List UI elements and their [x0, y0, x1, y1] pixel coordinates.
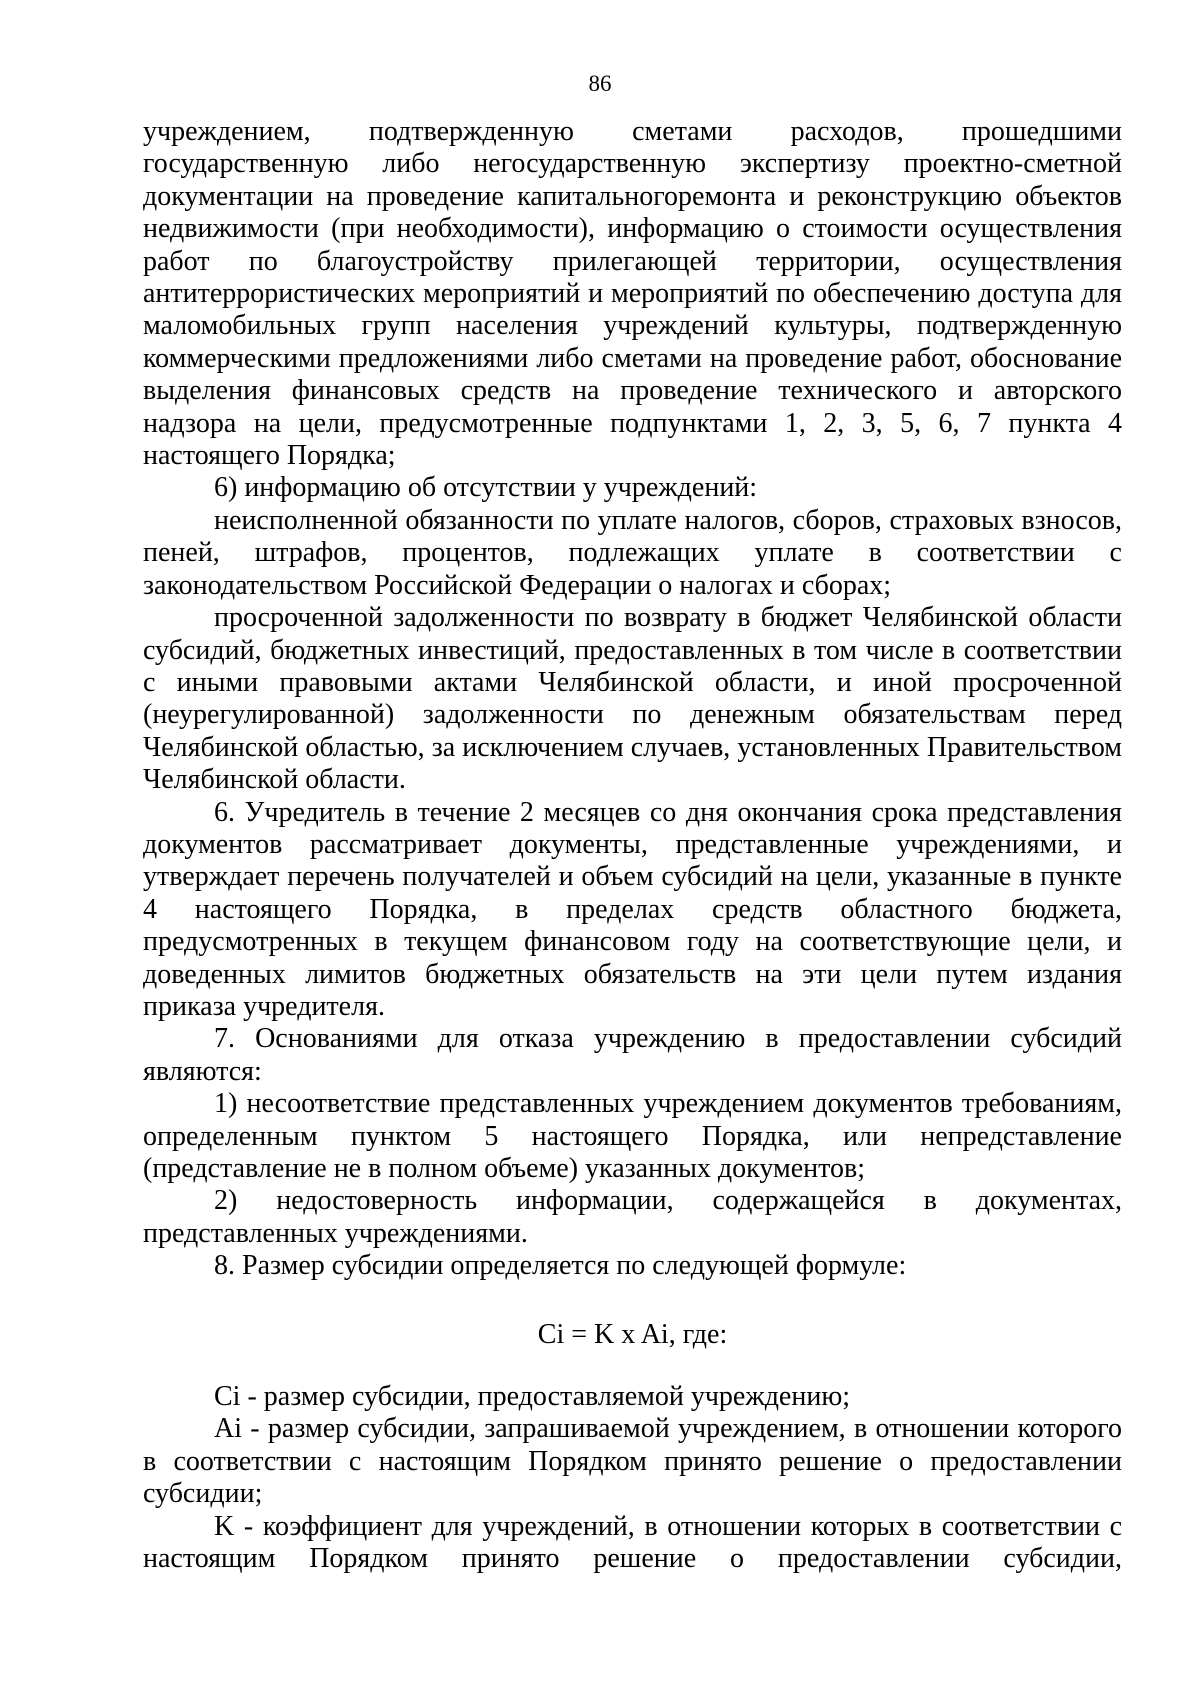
paragraph-overdue-debt: просроченной задолженности по возврату в бюджет Челябинской области субсидий, бюджетных инвестиций, предоставленных в том числе в соответствии с иными правовыми актами Челябинской области, и иной просроченной (неурегулированной) задолженности по денежным обязательствам перед Челябинской областью, за исключением случаев, установленных Правительством Челябинской области.	[143, 602, 1122, 796]
paragraph-clause-8: 8. Размер субсидии определяется по следующей формуле:	[214, 1250, 907, 1282]
page-number: 86	[588, 71, 612, 96]
paragraph-clause-7: 7. Основаниями для отказа учреждению в предоставлении субсидий являются:	[143, 1023, 1122, 1087]
document-body	[143, 116, 1122, 1575]
definition-ci: Ci - размер субсидии, предоставляемой учреждению;	[214, 1381, 851, 1413]
paragraph-tax-obligations: неисполненной обязанности по уплате налогов, сборов, страховых взносов, пеней, штрафов, процентов, подлежащих уплате в соответствии с законодательством Российской Федерации о налогах и сборах;	[143, 504, 1122, 601]
paragraph-continuation: учреждением, подтвержденную сметами расходов, прошедшими государственную либо негосударственную экспертизу проектно-сметной документации на проведение капитальногоремонта и реконструкцию объектов недвижимости (при необходимости), информацию о стоимости осуществления работ по благоустройству прилегающей территории, осуществления антитеррористических мероприятий и мероприятий по обеспечению доступа для маломобильных групп населения учреждений культуры, подтвержденную коммерческими предложениями либо сметами на проведение работ, обоснование выделения финансовых средств на проведение технического и авторского надзора на цели, предусмотренные подпунктами 1, 2, 3, 5, 6, 7 пункта 4 настоящего Порядка;	[143, 116, 1122, 472]
definition-ai: Ai - размер субсидии, запрашиваемой учреждением, в отношении которого в соответствии с настоящим Порядком принято решение о предоставлении субсидии;	[143, 1413, 1122, 1510]
paragraph-refusal-reason-1: 1) несоответствие представленных учреждением документов требованиям, определенным пунктом 5 настоящего Порядка, или непредставление (представление не в полном объеме) указанных документов;	[143, 1088, 1122, 1184]
paragraph-item-6-info: 6) информацию об отсутствии у учреждений:	[214, 472, 758, 504]
paragraph-refusal-reason-2: 2) недостоверность информации, содержащейся в документах, представленных учреждениями.	[143, 1185, 1122, 1249]
paragraph-clause-6: 6. Учредитель в течение 2 месяцев со дня окончания срока представления документов рассматривает документы, представленные учреждениями, и утверждает перечень получателей и объем субсидий на цели, указанные в пункте 4 настоящего Порядка, в пределах средств областного бюджета, предусмотренных в текущем финансовом году на соответствующие цели, и доведенных лимитов бюджетных обязательств на эти цели путем издания приказа учредителя.	[143, 796, 1122, 1022]
definition-k: K - коэффициент для учреждений, в отношении которых в соответствии с настоящим Порядком принято решение о предоставлении субсидии,	[143, 1510, 1122, 1575]
subsidy-formula: Ci = K x Ai, где:	[537, 1318, 728, 1350]
